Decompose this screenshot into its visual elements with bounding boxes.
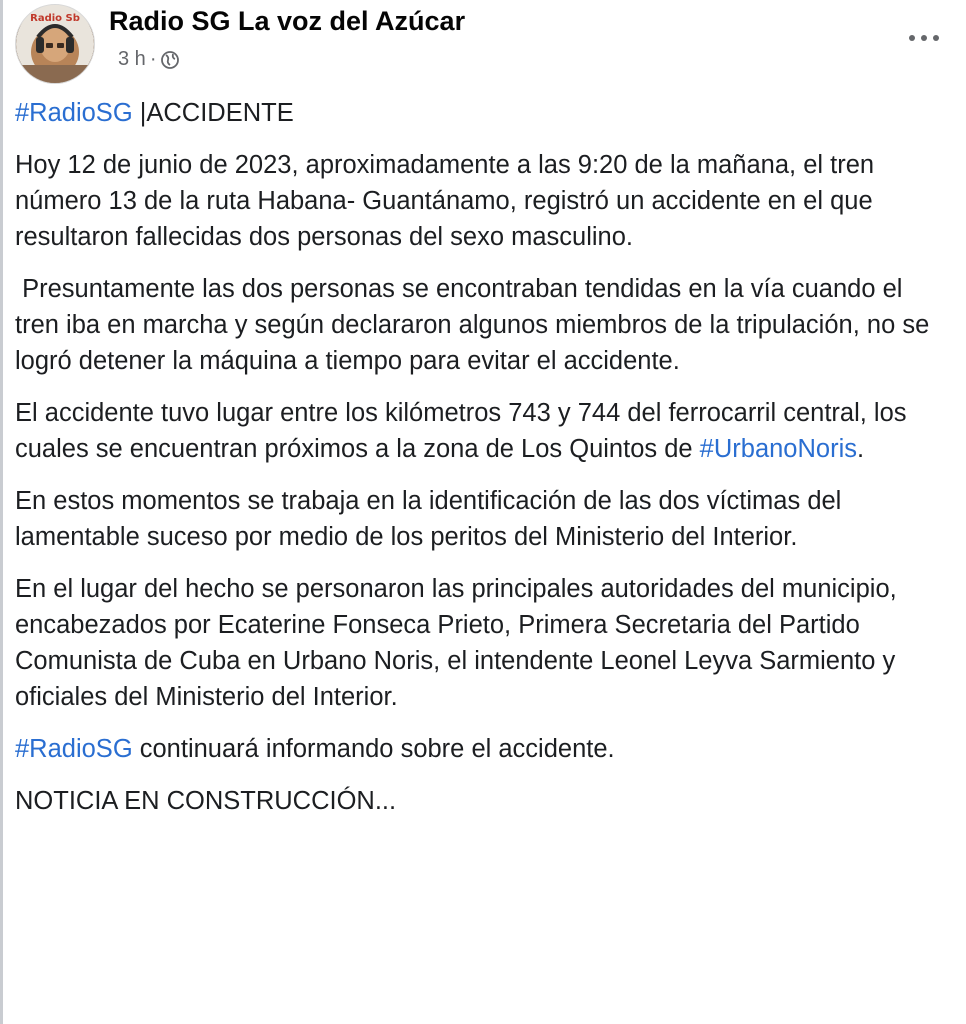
avatar-logo-text: Radio Sb — [30, 13, 80, 24]
paragraph-trail: . — [857, 435, 865, 463]
hashtag-link[interactable]: #RadioSG — [15, 99, 133, 127]
hashtag-link[interactable]: #RadioSG — [15, 735, 133, 763]
page-name-link[interactable]: Radio SG La voz del Azúcar — [109, 6, 466, 36]
meta-separator: · — [149, 48, 157, 70]
post-paragraph — [15, 395, 951, 467]
post-paragraph — [15, 783, 951, 819]
globe-icon[interactable] — [160, 50, 180, 70]
avatar-image-icon — [16, 5, 94, 83]
post-body — [15, 95, 951, 835]
post-meta — [118, 48, 180, 71]
paragraph-text: |ACCIDENTE — [132, 99, 294, 127]
post-paragraph — [15, 571, 951, 715]
paragraph-text: En estos momentos se trabaja en la identificación de las dos víctimas del lamentable suceso por medio de los peritos del Ministerio del Interior. — [15, 487, 842, 551]
hashtag-link[interactable]: #UrbanoNoris — [699, 435, 857, 463]
avatar[interactable] — [15, 4, 95, 84]
paragraph-text: NOTICIA EN CONSTRUCCIÓN... — [15, 787, 397, 815]
more-options-button[interactable] — [902, 16, 946, 60]
post-paragraph — [15, 147, 951, 255]
paragraph-text: En el lugar del hecho se personaron las principales autoridades del municipio, encabezados por Ecaterine Fonseca Prieto, Primera Secretaria del Partido Comunista de Cuba en Urbano Noris, el intendente Leonel Leyva Sarmiento y oficiales del Ministerio del Interior. — [15, 575, 897, 711]
paragraph-text: Hoy 12 de junio de 2023, aproximadamente a las 9:20 de la mañana, el tren número 13 de la ruta Habana- Guantánamo, registró un accidente en el que resultaron fallecidas dos personas del sexo masculino. — [15, 151, 875, 251]
post-header — [15, 4, 946, 84]
post-paragraph — [15, 731, 951, 767]
post-paragraph — [15, 483, 951, 555]
paragraph-text: El accidente tuvo lugar entre los kilómetros 743 y 744 del ferrocarril central, los cuales se encuentran próximos a la zona de Los Quintos de — [15, 399, 907, 463]
post-paragraph — [15, 271, 951, 379]
paragraph-text: continuará informando sobre el accidente. — [132, 735, 615, 763]
post-paragraph — [15, 95, 951, 131]
post-timestamp[interactable]: 3 h — [118, 48, 146, 70]
more-options-icon — [906, 33, 942, 43]
paragraph-text: Presuntamente las dos personas se encontraban tendidas en la vía cuando el tren iba en marcha y según declararon algunos miembros de la tripulación, no se logró detener la máquina a tiempo para evitar el accidente. — [15, 275, 937, 375]
